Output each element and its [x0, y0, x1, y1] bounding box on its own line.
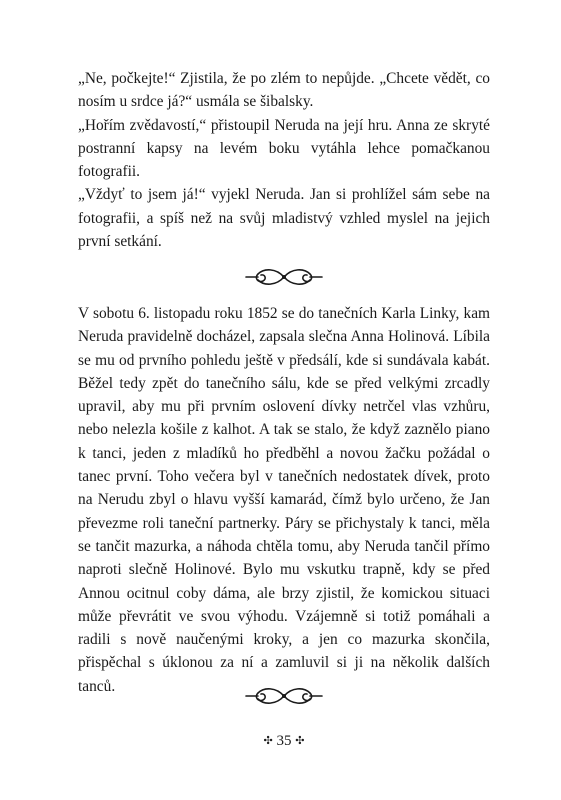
paragraph-3: „Vždyť to jsem já!“ vyjekl Neruda. Jan si prohlížel sám sebe na fotografii, a spíš než na svůj mladistvý vzhled myslel na jejich první setkání.: [78, 186, 490, 251]
paragraph-main: V sobotu 6. listopadu roku 1852 se do tanečních Karla Linky, kam Neruda pravidelně docházel, zapsala slečna Anna Holinová. Líbila se mu od prvního pohledu ještě v předsálí, kde si sundávala kabát. Běžel tedy zpět do tanečního sálu, kde se před velkými zrcadly upravil, aby mu při prvním oslovení dívky netrčel vlas vzhůru, nebo nelezla košile z kalhot. A tak se stalo, že když zaznělo piano k tanci, jeden z mladíků ho předběhl a novou žačku požádal o tanec první. Toho večera byl v tanečních nedostatek dívek, proto na Nerudu zbyl o hlavu vyšší kamarád, čímž bylo určeno, že Jan převezme roli taneční partnerky. Páry se přichystaly k tanci, měla se tančit mazurka, a náhoda chtěla tomu, aby Neruda tančil přímo naproti slečně Holinové. Bylo mu vskutku trapně, kdy se před Annou ocitnul coby dáma, ale brzy zjistil, že komickou situaci může převrátit ve svou výhodu. Vzájemně si totiž pomáhali a radili s nově naučenými kroky, a jen co mazurka skončila, přispěchal s úklonou za ní a zamluvil si ji na několik dalších tanců.: [78, 305, 490, 695]
page-footer: [78, 731, 490, 751]
paragraph-1: „Ne, počkejte!“ Zjistila, že po zlém to nepůjde. „Chcete vědět, co nosím u srdce já?“ usmála se šibalsky.: [78, 70, 490, 111]
page-number: 35: [276, 733, 292, 749]
book-page: [78, 0, 490, 800]
footer-decoration-right: ✣: [295, 735, 305, 747]
scroll-flourish-icon: [244, 683, 324, 709]
paragraph-2: „Hořím zvědavostí,“ přistoupil Neruda na její hru. Anna ze skryté postranní kapsy na levém boku vytáhla lehce pomačkanou fotografii.: [78, 116, 490, 181]
footer-decoration-left: ✣: [263, 735, 273, 747]
narrative-section: [78, 302, 490, 698]
scroll-flourish-icon: [244, 264, 324, 290]
dialogue-section: [78, 67, 490, 253]
